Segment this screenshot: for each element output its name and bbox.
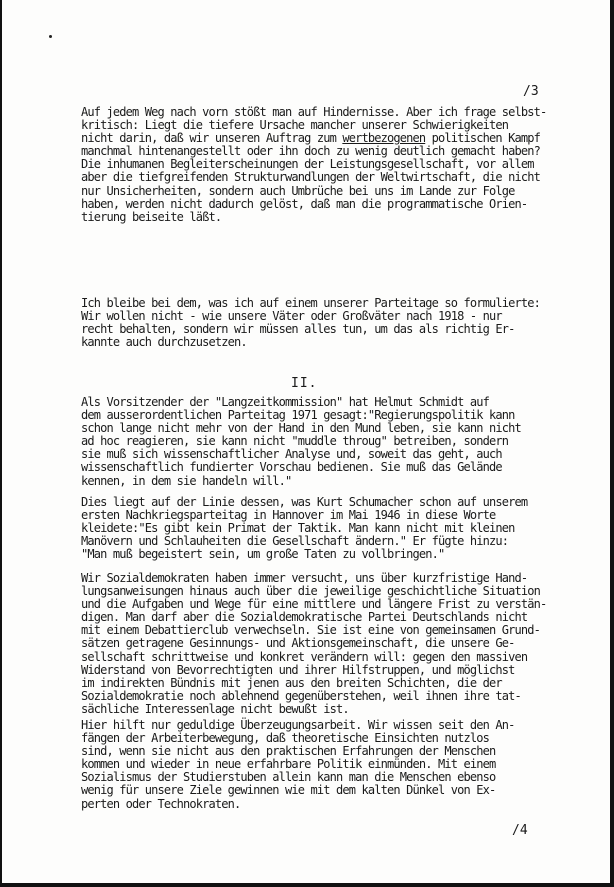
- text-line: haben, werden nicht dadurch gelöst, daß man die programmatische Orien-: [81, 196, 528, 211]
- text-line: sellschaft schrittweise und konkret verändern will: gegen den massiven: [81, 649, 528, 664]
- text-line: digen. Man darf aber die Sozialdemokratische Partei Deutschlands nicht: [81, 610, 528, 625]
- underlined-word: wertbezogenen: [342, 131, 426, 146]
- text-line: Widerstand von Bevorrechtigten und ihrer Hilfstruppen, und möglichst: [81, 662, 515, 677]
- text-line: nur Unsicherheiten, sondern auch Umbrüche bei uns im Lande zur Folge: [81, 183, 515, 198]
- text-line: Sozialdemokratie noch ablehnend gegenüberstehen, weil ihnen ihre tat-: [81, 688, 521, 703]
- section-heading: II.: [291, 376, 318, 391]
- text-line: Wir Sozialdemokraten haben immer versucht, uns über kurzfristige Hand-: [81, 571, 528, 585]
- text-line: Hier hilft nur geduldige Überzeugungsarbeit. Wir wissen seit den An-: [81, 718, 515, 732]
- paragraph-2: [81, 297, 611, 349]
- text-line: Sozialismus der Studierstuben allein kann man die Menschen ebenso: [81, 770, 496, 785]
- text-line: manchmal hintenangestellt oder ihn doch zu wenig deutlich gemacht haben?: [81, 144, 540, 159]
- text-line: Als Vorsitzender der "Langzeitkommission" hat Helmut Schmidt auf: [81, 395, 489, 409]
- text-line: Ich bleibe bei dem, was ich auf einem unserer Parteitage so formulierte:: [81, 296, 540, 310]
- paragraph-1: [81, 106, 611, 224]
- page-number-bottom: /4: [512, 823, 528, 838]
- text-line: Dies liegt auf der Linie dessen, was Kurt Schumacher schon auf unserem: [81, 495, 528, 509]
- text-line: kleidete:"Es gibt kein Primat der Taktik. Man kann nicht mit kleinen: [81, 521, 515, 536]
- ink-speck: [49, 35, 52, 38]
- text-line: dem ausserordentlichen Parteitag 1971 gesagt:"Regierungspolitik kann: [81, 408, 515, 423]
- text-line: Manövern und Schlauheiten die Gesellschaft ändern." Er fügte hinzu:: [81, 534, 509, 549]
- text-line: ersten Nachkriegsparteitag in Hannover im Mai 1946 in diese Worte: [81, 508, 496, 523]
- text-line: kannte auch durchzusetzen.: [81, 335, 247, 350]
- text-line: fängen der Arbeiterbewegung, daß theoretische Einsichten nutzlos: [81, 731, 489, 746]
- text-line: sie muß sich wissenschaftlicher Analyse und, soweit das geht, auch: [81, 447, 502, 462]
- paragraph-5: [81, 572, 611, 716]
- text-line: ad hoc reagieren, sie kann nicht "muddle throug" betreiben, sondern: [81, 434, 509, 449]
- text-line: wissenschaftlich fundierter Vorschau bedienen. Sie muß das Gelände: [81, 460, 502, 475]
- text-line: lungsanweisungen hinaus auch über die jeweilige geschichtliche Situation: [81, 584, 540, 599]
- text-line: "Man muß begeistert sein, um große Taten zu vollbringen.": [81, 547, 445, 562]
- text-line: mit einem Debattierclub verwechseln. Sie ist eine von gemeinsamen Grund-: [81, 623, 540, 638]
- text-line: sind, wenn sie nicht aus den praktischen Erfahrungen der Menschen: [81, 744, 496, 759]
- text-line: sätzen getragene Gesinnungs- und Aktionsgemeinschaft, die unsere Ge-: [81, 636, 515, 651]
- text-line: Die inhumanen Begleiterscheinungen der Leistungsgesellschaft, vor allem: [81, 157, 534, 172]
- paragraph-3: [81, 396, 611, 488]
- text-line: kennen, in dem sie handeln will.": [81, 473, 292, 488]
- text-line: tierung beiseite läßt.: [81, 209, 222, 224]
- text-line: kritisch: Liegt die tiefere Ursache mancher unserer Schwierigkeiten: [81, 118, 509, 133]
- page-number-top: /3: [523, 84, 539, 99]
- text-line: kommen und wieder in neue erfahrbare Politik einmünden. Mit einem: [81, 757, 496, 772]
- text-line: Auf jedem Weg nach vorn stößt man auf Hindernisse. Aber ich frage selbst-: [81, 105, 547, 119]
- text-line: aber die tiefgreifenden Strukturwandlungen der Weltwirtschaft, die nicht: [81, 170, 540, 185]
- text-line: schon lange nicht mehr von der Hand in den Mund leben, sie kann nicht: [81, 421, 521, 436]
- text-line: recht behalten, sondern wir müssen alles tun, um das als richtig Er-: [81, 322, 515, 337]
- text-line: perten oder Technokraten.: [81, 796, 241, 811]
- text-line: sächliche Interessenlage nicht bewußt ist.: [81, 701, 349, 716]
- text-line: nicht darin, daß wir unseren Auftrag zum wertbezogenen politischen Kampf: [81, 131, 540, 146]
- paragraph-4: [81, 496, 611, 561]
- text-line: und die Aufgaben und Wege für eine mittlere und längere Frist zu verstän-: [81, 597, 547, 612]
- text-line: im indirekten Bündnis mit jenen aus den breiten Schichten, die der: [81, 675, 502, 690]
- text-line: wenig für unsere Ziele gewinnen wie mit dem kalten Dünkel von Ex-: [81, 783, 496, 798]
- paragraph-6: [81, 719, 611, 811]
- text-line: Wir wollen nicht - wie unsere Väter oder Großväter nach 1918 - nur: [81, 309, 502, 324]
